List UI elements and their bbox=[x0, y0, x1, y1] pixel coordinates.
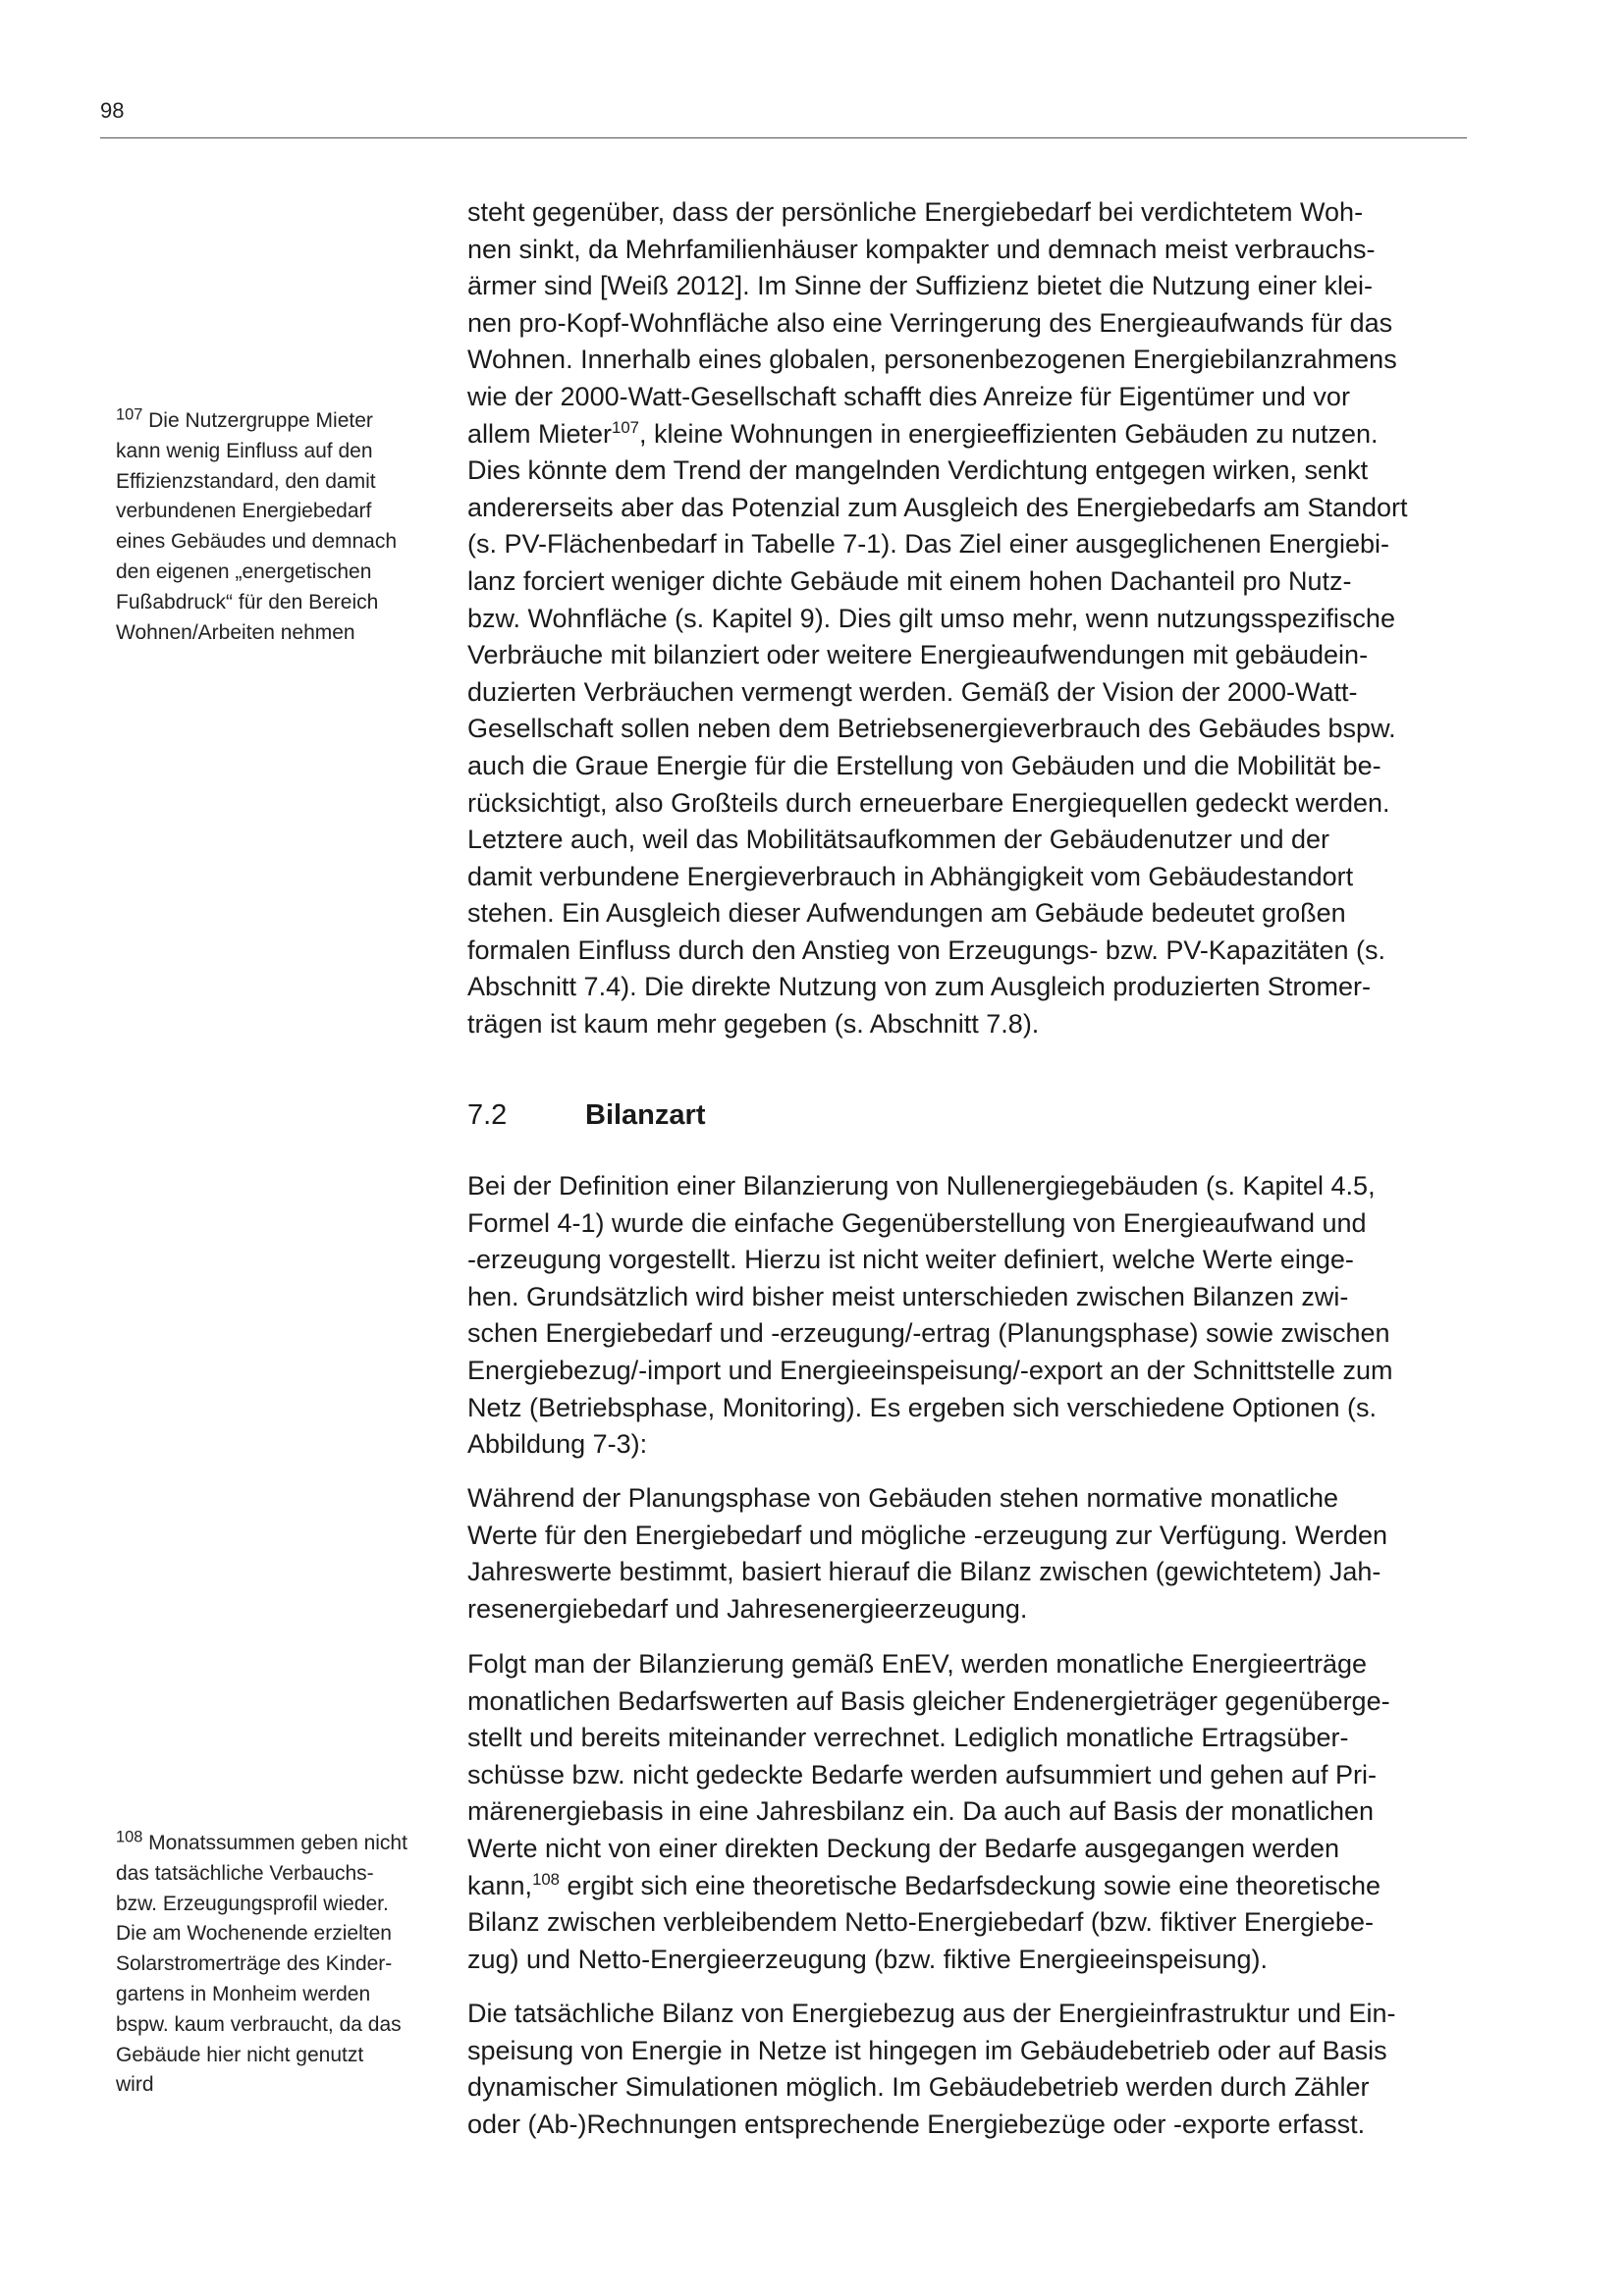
text-line: Während der Planungsphase von Gebäuden stehen normative monatliche bbox=[467, 1483, 1339, 1513]
margin-note-line: Fußabdruck“ für den Bereich bbox=[116, 590, 379, 614]
text-line: kann,$^{108}$ ergibt sich eine theoretische Bedarfsdeckung sowie eine theoretische bbox=[467, 1869, 1380, 1900]
margin-note-108 bbox=[116, 1829, 435, 2101]
footnote-ref-107: 107 bbox=[612, 417, 639, 437]
text-line: ärmer sind [Weiß 2012]. Im Sinne der Suffizienz bietet die Nutzung einer klei- bbox=[467, 271, 1373, 301]
text-line: rücksichtigt, also Großteils durch erneuerbare Energiequellen gedeckt werden. bbox=[467, 787, 1390, 818]
text-line: nen sinkt, da Mehrfamilienhäuser kompakter und demnach meist verbrauchs- bbox=[467, 234, 1376, 264]
body-paragraph-3 bbox=[467, 1480, 1449, 1628]
text-line: wie der 2000-Watt-Gesellschaft schafft dies Anreize für Eigentümer und vor bbox=[467, 381, 1350, 411]
body-paragraph-2 bbox=[467, 1168, 1449, 1464]
text-line: Abschnitt 7.4). Die direkte Nutzung von zum Ausgleich produzierten Stromer- bbox=[467, 972, 1371, 1002]
margin-note-line: bzw. Erzeugungsprofil wieder. bbox=[116, 1892, 389, 1915]
text-line: Wohnen. Innerhalb eines globalen, personenbezogenen Energiebilanzrahmens bbox=[467, 345, 1397, 375]
text-line: duzierten Verbräuchen vermengt werden. Gemäß der Vision der 2000-Watt- bbox=[467, 676, 1358, 707]
text-line: formalen Einfluss durch den Anstieg von Erzeugungs- bzw. PV-Kapazitäten (s. bbox=[467, 934, 1386, 965]
text-line: speisung von Energie in Netze ist hingegen im Gebäudebetrieb oder auf Basis bbox=[467, 2035, 1387, 2065]
margin-note-107 bbox=[116, 406, 435, 648]
text-line: Formel 4-1) wurde die einfache Gegenüberstellung von Energieaufwand und bbox=[467, 1207, 1367, 1238]
margin-note-line: den eigenen „energetischen bbox=[116, 560, 372, 583]
text-line: Werte für den Energiebedarf und mögliche -erzeugung zur Verfügung. Werden bbox=[467, 1520, 1388, 1550]
text-line: steht gegenüber, dass der persönliche Energiebedarf bei verdichtetem Woh- bbox=[467, 197, 1364, 227]
text-line: Energiebezug/-import und Energieeinspeisung/-export an der Schnittstelle zum bbox=[467, 1355, 1393, 1385]
text-line: andererseits aber das Potenzial zum Ausgleich des Energiebedarfs am Standort bbox=[467, 492, 1408, 522]
margin-note-line: Gebäude hier nicht genutzt bbox=[116, 2043, 364, 2066]
text-line: schüsse bzw. nicht gedeckte Bedarfe werden aufsummiert und gehen auf Pri- bbox=[467, 1759, 1378, 1789]
margin-note-line: Solarstromerträge des Kinder- bbox=[116, 1952, 393, 1976]
text-line: (s. PV-Flächenbedarf in Tabelle 7-1). Das Ziel einer ausgeglichenen Energiebi- bbox=[467, 529, 1390, 560]
text-line: resenergiebedarf und Jahresenergieerzeugung. bbox=[467, 1593, 1028, 1624]
text-line: märenergiebasis in eine Jahresbilanz ein. Da auch auf Basis der monatlichen bbox=[467, 1796, 1375, 1827]
text-line: nen pro-Kopf-Wohnfläche also eine Verringerung des Energieaufwands für das bbox=[467, 307, 1393, 338]
margin-note-line: bspw. kaum verbraucht, da das bbox=[116, 2012, 402, 2036]
text-line: Folgt man der Bilanzierung gemäß EnEV, werden monatliche Energieerträge bbox=[467, 1649, 1368, 1679]
margin-note-line: Effizienzstandard, den damit bbox=[116, 469, 376, 493]
text-line: bzw. Wohnfläche (s. Kapitel 9). Dies gilt umso mehr, wenn nutzungsspezifische bbox=[467, 603, 1395, 633]
text-line: Bei der Definition einer Bilanzierung von Nullenergiegebäuden (s. Kapitel 4.5, bbox=[467, 1171, 1376, 1201]
text-line: damit verbundene Energieverbrauch in Abhängigkeit vom Gebäudestandort bbox=[467, 861, 1354, 891]
text-line: Bilanz zwischen verbleibendem Netto-Energiebedarf (bzw. fiktiver Energiebe- bbox=[467, 1907, 1374, 1938]
text-line: Jahreswerte bestimmt, basiert hierauf die Bilanz zwischen (gewichtetem) Jah- bbox=[467, 1557, 1381, 1587]
margin-note-line: wird bbox=[116, 2073, 154, 2097]
text-line: trägen ist kaum mehr gegeben (s. Abschnitt 7.8). bbox=[467, 1009, 1040, 1040]
footnote-marker-107: 107 bbox=[116, 405, 143, 424]
text-line: allem Mieter$^{107}$, kleine Wohnungen in energieeffizienten Gebäuden zu nutzen. bbox=[467, 417, 1379, 449]
text-line: Abbildung 7-3): bbox=[467, 1429, 648, 1460]
text-line: Verbräuche mit bilanziert oder weitere Energieaufwendungen mit gebäudein- bbox=[467, 640, 1369, 670]
text-line: stellt und bereits miteinander verrechnet. Lediglich monatliche Ertragsüber- bbox=[467, 1723, 1349, 1753]
margin-note-line: das tatsächliche Verbauchs- bbox=[116, 1861, 374, 1885]
page-number: 98 bbox=[100, 98, 125, 123]
margin-note-line: Wohnen/Arbeiten nehmen bbox=[116, 620, 355, 644]
text-line: Letztere auch, weil das Mobilitätsaufkommen der Gebäudenutzer und der bbox=[467, 825, 1330, 855]
text-line: dynamischer Simulationen möglich. Im Gebäudebetrieb werden durch Zähler bbox=[467, 2072, 1370, 2103]
text-line: monatlichen Bedarfswerten auf Basis gleicher Endenergieträger gegenüberge- bbox=[467, 1685, 1390, 1716]
text-line: hen. Grundsätzlich wird bisher meist unterschieden zwischen Bilanzen zwi- bbox=[467, 1281, 1349, 1311]
section-title: Bilanzart bbox=[585, 1099, 706, 1131]
margin-note-line: gartens in Monheim werden bbox=[116, 1982, 371, 2005]
footnote-ref-108: 108 bbox=[532, 1869, 560, 1889]
margin-note-line: verbundenen Energiebedarf bbox=[116, 500, 372, 523]
text-line: schen Energiebedarf und -erzeugung/-ertrag (Planungsphase) sowie zwischen bbox=[467, 1318, 1390, 1349]
section-number: 7.2 bbox=[467, 1099, 508, 1131]
margin-note-line: kann wenig Einfluss auf den bbox=[116, 439, 373, 462]
section-heading bbox=[467, 1095, 705, 1135]
footnote-marker-108: 108 bbox=[116, 1828, 143, 1846]
text-line: Werte nicht von einer direkten Deckung der Bedarfe ausgegangen werden bbox=[467, 1833, 1340, 1863]
text-line: Netz (Betriebsphase, Monitoring). Es ergeben sich verschiedene Optionen (s. bbox=[467, 1392, 1377, 1422]
margin-note-line: $^{107}$ Die Nutzergruppe Mieter bbox=[116, 405, 373, 432]
margin-note-line: Die am Wochenende erzielten bbox=[116, 1922, 392, 1946]
header-rule bbox=[100, 137, 1467, 138]
text-line: Gesellschaft sollen neben dem Betriebsenergieverbrauch des Gebäudes bspw. bbox=[467, 714, 1396, 744]
text-line: auch die Graue Energie für die Erstellung von Gebäuden und die Mobilität be- bbox=[467, 750, 1381, 780]
body-paragraph-1 bbox=[467, 194, 1449, 1043]
text-line: Dies könnte dem Trend der mangelnden Verdichtung entgegen wirken, senkt bbox=[467, 455, 1369, 486]
text-line: lanz forciert weniger dichte Gebäude mit einem hohen Dachanteil pro Nutz- bbox=[467, 565, 1352, 596]
body-paragraph-4 bbox=[467, 1646, 1449, 1978]
margin-note-line: $^{108}$ Monatssummen geben nicht bbox=[116, 1828, 407, 1854]
text-line: zug) und Netto-Energieerzeugung (bzw. fiktive Energieeinspeisung). bbox=[467, 1944, 1268, 1974]
text-line: stehen. Ein Ausgleich dieser Aufwendungen am Gebäude bedeutet großen bbox=[467, 898, 1346, 929]
text-line: -erzeugung vorgestellt. Hierzu ist nicht weiter definiert, welche Werte einge- bbox=[467, 1245, 1354, 1275]
body-paragraph-5 bbox=[467, 1996, 1449, 2143]
text-line: Die tatsächliche Bilanz von Energiebezug aus der Energieinfrastruktur und Ein- bbox=[467, 1999, 1396, 2028]
margin-note-line: eines Gebäudes und demnach bbox=[116, 530, 398, 554]
text-line: oder (Ab-)Rechnungen entsprechende Energiebezüge oder -exporte erfasst. bbox=[467, 2109, 1366, 2139]
